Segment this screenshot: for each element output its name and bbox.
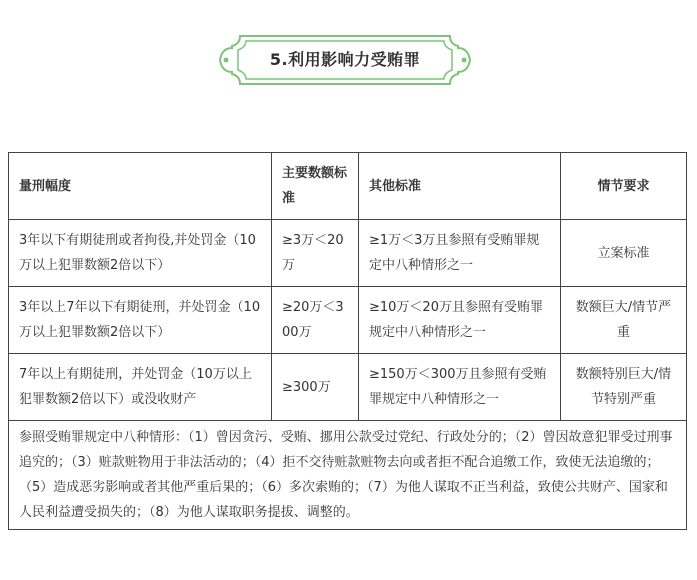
section-banner	[218, 34, 472, 86]
banner-title: 5.利用影响力受贿罪	[269, 50, 421, 69]
table-header-row	[9, 153, 687, 220]
cell-amount: ≥300万	[272, 354, 359, 421]
header-sentencing-range: 量刑幅度	[9, 153, 272, 220]
cell-range: 7年以上有期徒刑，并处罚金（10万以上犯罪数额2倍以下）或没收财产	[9, 354, 272, 421]
cell-circumstance: 数额特别巨大/情节特别严重	[561, 354, 687, 421]
cell-circumstance: 立案标准	[561, 220, 687, 287]
cell-other: ≥1万＜3万且参照有受贿罪规定中八种情形之一	[359, 220, 561, 287]
header-main-amount: 主要数额标准	[272, 153, 359, 220]
sentencing-table	[8, 152, 687, 530]
table-row	[9, 220, 687, 287]
table-row	[9, 354, 687, 421]
table-row	[9, 287, 687, 354]
note-eight-circumstances: 参照受贿罪规定中八种情形：（1）曾因贪污、受贿、挪用公款受过党纪、行政处分的；（2）曾因故意犯罪受过刑事追究的；（3）赃款赃物用于非法活动的；（4）拒不交待赃款赃物去向或者拒不配合追缴工作，致使无法追缴的；（5）造成恶劣影响或者其他严重后果的；（6）多次索贿的；（7）为他人谋取不正当利益，致使公共财产、国家和人民利益遭受损失的；（8）为他人谋取职务提拔、调整的。	[9, 421, 687, 530]
header-circumstance: 情节要求	[561, 153, 687, 220]
table-note-row	[9, 421, 687, 530]
header-other-criteria: 其他标准	[359, 153, 561, 220]
cell-range: 3年以下有期徒刑或者拘役,并处罚金（10万以上犯罪数额2倍以下）	[9, 220, 272, 287]
cell-other: ≥10万＜20万且参照有受贿罪规定中八种情形之一	[359, 287, 561, 354]
cell-amount: ≥20万＜300万	[272, 287, 359, 354]
cell-circumstance: 数额巨大/情节严重	[561, 287, 687, 354]
cell-range: 3年以上7年以下有期徒刑，并处罚金（10万以上犯罪数额2倍以下）	[9, 287, 272, 354]
cell-other: ≥150万＜300万且参照有受贿罪规定中八种情形之一	[359, 354, 561, 421]
cell-amount: ≥3万＜20万	[272, 220, 359, 287]
